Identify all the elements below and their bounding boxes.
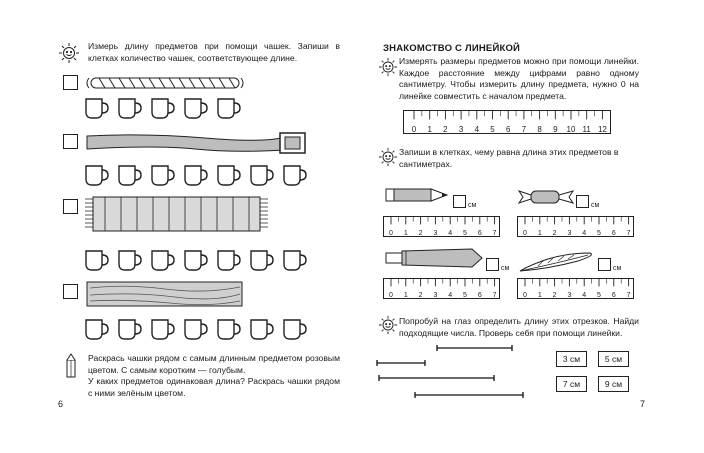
ruler-number: 4 [582,292,587,299]
page-number-left: 6 [58,399,64,409]
cups-row-3 [85,249,320,273]
segment-1 [437,345,512,351]
segment-3 [379,375,494,381]
answer-box-candy[interactable] [576,195,589,208]
ruler-number: 5 [597,230,601,237]
ruler-number: 7 [492,292,497,299]
segment-4 [415,392,523,398]
ruler-number: 8 [537,125,542,134]
cups-row-1 [85,97,255,121]
ruler-number: 3 [567,230,572,237]
right-task-2: Запиши в клетках, чему равна длина этих предметов в сантиметрах. [399,147,619,169]
ruler-number: 12 [597,125,607,134]
left-bottom-text-1: Раскрась чашки рядом с самым длинным предметом розовым цветом. С самым коротким — голубым. [88,353,340,375]
ruler-number: 5 [597,292,601,299]
sun-icon [378,147,398,167]
ruler-number: 4 [448,230,453,237]
ruler-number: 1 [537,230,542,237]
ruler-number: 6 [611,230,616,237]
left-bottom-text-2: У каких предметов одинаковая длина? Раскрась чашки рядом с ними зелёным цветом. [88,376,340,398]
answer-box-tube[interactable] [486,258,499,271]
ruler-number: 5 [463,292,467,299]
ruler-number: 2 [552,292,557,299]
ruler-number: 11 [582,125,591,134]
ruler-number: 0 [389,292,393,299]
answer-box-board[interactable] [63,284,78,299]
belt-image [85,131,310,155]
ruler-number: 3 [567,292,572,299]
pencil-icon [63,353,79,379]
candy-image [517,187,575,207]
ruler-number: 5 [463,230,467,237]
ruler-number: 6 [477,230,482,237]
sun-icon [58,42,80,64]
ruler-number: 3 [433,292,438,299]
unit-label: см [501,265,510,272]
answer-box-rope[interactable] [63,75,78,90]
ruler-number: 3 [433,230,438,237]
answer-option[interactable]: 9 см [598,376,629,392]
page-number-right: 7 [640,399,646,409]
feather-image [518,251,598,275]
ruler-number: 6 [505,125,511,134]
ruler-feather [517,278,634,299]
rope-image [85,74,245,92]
ruler-number: 2 [552,230,557,237]
ruler-number: 1 [403,292,408,299]
ruler-number: 3 [458,125,464,134]
cups-row-2 [85,164,320,188]
sun-icon [378,315,398,335]
big-ruler [403,110,611,134]
tube-image [384,247,484,269]
answer-box-scarf[interactable] [63,199,78,214]
right-task-3: Попробуй на глаз определить длину этих отрезков. Найди подходящие числа. Проверь себя при помощи линейки. [399,316,639,338]
unit-label: см [591,202,600,209]
ruler-number: 7 [626,230,631,237]
ruler-number: 6 [477,292,482,299]
ruler-number: 7 [626,292,631,299]
ruler-number: 7 [492,230,497,237]
answer-box-pencil[interactable] [453,195,466,208]
right-title: ЗНАКОМСТВО С ЛИНЕЙКОЙ [383,43,521,54]
ruler-number: 5 [490,125,495,134]
segments [375,340,535,405]
ruler-number: 9 [553,125,558,134]
unit-label: см [468,202,477,209]
ruler-number: 0 [523,292,527,299]
answer-box-belt[interactable] [63,134,78,149]
ruler-number: 2 [418,230,423,237]
answer-option[interactable]: 3 см [556,351,587,367]
board-image [85,280,245,308]
answer-option[interactable]: 7 см [556,376,587,392]
answer-box-feather[interactable] [598,258,611,271]
ruler-number: 10 [566,125,576,134]
ruler-number: 1 [427,125,432,134]
ruler-number: 2 [443,125,448,134]
ruler-pencil [383,216,500,237]
ruler-candy [517,216,634,237]
pencil-image [384,185,452,205]
ruler-number: 2 [418,292,423,299]
ruler-number: 6 [611,292,616,299]
ruler-number: 0 [523,230,527,237]
ruler-number: 0 [411,125,417,134]
ruler-number: 4 [474,125,480,134]
left-instruction: Измерь длину предметов при помощи чашек. Запиши в клетках количество чашек, соответствующее длине. [88,41,340,63]
right-intro: Измерять размеры предметов можно при помощи линейки. Каждое расстояние между цифрами равно одному сантиметру. Чтобы измерить длину предмета, нужно 0 на линейке совместить с началом предмета. [399,56,639,101]
answer-option[interactable]: 5 см [598,351,629,367]
ruler-number: 1 [537,292,542,299]
scarf-image [85,194,270,234]
ruler-number: 4 [448,292,453,299]
ruler-number: 0 [389,230,393,237]
ruler-number: 7 [521,125,527,134]
ruler-number: 4 [582,230,587,237]
segment-2 [377,360,425,366]
ruler-number: 1 [403,230,408,237]
cups-row-4 [85,318,320,342]
unit-label: см [613,265,622,272]
sun-icon [378,57,398,77]
ruler-tube [383,278,500,299]
